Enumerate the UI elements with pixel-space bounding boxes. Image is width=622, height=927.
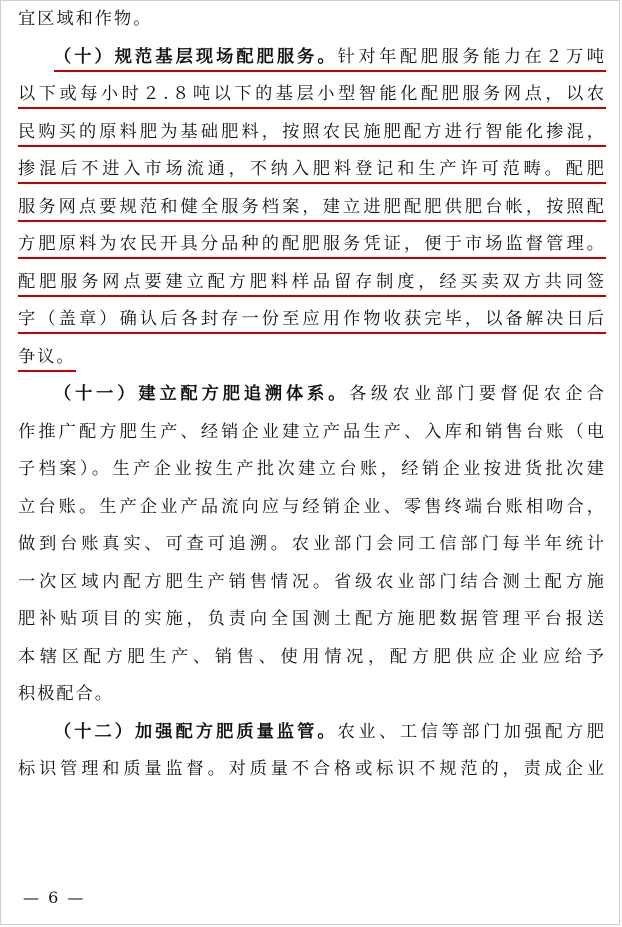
section-11-heading: （十一）建立配方肥追溯体系。 <box>54 384 350 404</box>
text-line <box>18 639 606 677</box>
text-span: 做到台账真实、可查可追溯。农业部门会同工信部门每半年统计 <box>18 534 606 554</box>
text-span: 宜区域和作物。 <box>18 9 153 29</box>
text-line <box>18 189 606 227</box>
text-span: 方肥原料为农民开具分品种的配肥服务凭证，便于市场监督管理。 <box>18 234 606 259</box>
text-line <box>18 451 606 489</box>
section-12-heading-line <box>18 714 606 752</box>
text-span: 作推广配方肥生产、经销企业建立产品生产、入库和销售台账（电 <box>18 421 606 442</box>
text-line <box>18 339 606 377</box>
text-line <box>18 226 606 264</box>
text-line <box>18 676 606 714</box>
text-line <box>18 76 606 114</box>
text-line <box>18 751 606 789</box>
text-span: 服务网点要规范和健全服务档案，建立进肥配肥供肥台帐，按照配 <box>18 197 606 222</box>
text-span: 子档案）。生产企业按生产批次建立台账，经销企业按进货批次建 <box>18 459 606 479</box>
page-number: — 6 — <box>23 888 86 907</box>
text-line <box>18 301 606 339</box>
text-span: 本辖区配方肥生产、销售、使用情况，配方肥供应企业应给予 <box>18 646 606 667</box>
text-line <box>18 264 606 302</box>
text-span: 立台账。生产企业产品流向应与经销企业、零售终端台账相吻合， <box>18 496 606 517</box>
text-span: 针对年配肥服务能力在２万吨 <box>338 47 606 72</box>
text-line <box>18 414 606 452</box>
text-span: 各级农业部门要督促农企合 <box>349 384 606 404</box>
text-span: 字（盖章）确认后各封存一份至应用作物收获完毕，以备解决日后 <box>18 309 606 334</box>
text-line <box>18 1 606 39</box>
text-span: 积极配合。 <box>18 684 114 704</box>
body-text <box>18 1 606 789</box>
section-12-heading: （十二）加强配方肥质量监管。 <box>54 721 338 742</box>
text-span: 标识管理和质量监督。对质量不合格或标识不规范的，责成企业 <box>18 759 606 779</box>
section-11-heading-line <box>18 376 606 414</box>
text-line <box>18 564 606 602</box>
text-span: 以下或每小时２.８吨以下的基层小型智能化配肥服务网点，以农 <box>18 84 606 109</box>
text-line <box>18 526 606 564</box>
section-10-heading: （十）规范基层现场配肥服务。 <box>54 47 338 72</box>
text-span: 争议。 <box>18 347 76 372</box>
text-line <box>18 489 606 527</box>
section-10-heading-line <box>18 39 606 77</box>
text-span: 配肥服务网点要建立配方肥料样品留存制度，经买卖双方共同签 <box>18 272 606 297</box>
text-span: 掺混后不进入市场流通，不纳入肥料登记和生产许可范畴。配肥 <box>18 159 606 184</box>
text-span: 民购买的原料肥为基础肥料，按照农民施肥配方进行智能化掺混， <box>18 122 606 147</box>
text-line <box>18 151 606 189</box>
text-span: 肥补贴项目的实施，负责向全国测土配方施肥数据管理平台报送 <box>18 609 606 629</box>
text-line <box>18 601 606 639</box>
text-span: 一次区域内配方肥生产销售情况。省级农业部门结合测土配方施 <box>18 571 606 592</box>
text-line <box>18 114 606 152</box>
text-span: 农业、工信等部门加强配方肥 <box>337 721 606 742</box>
